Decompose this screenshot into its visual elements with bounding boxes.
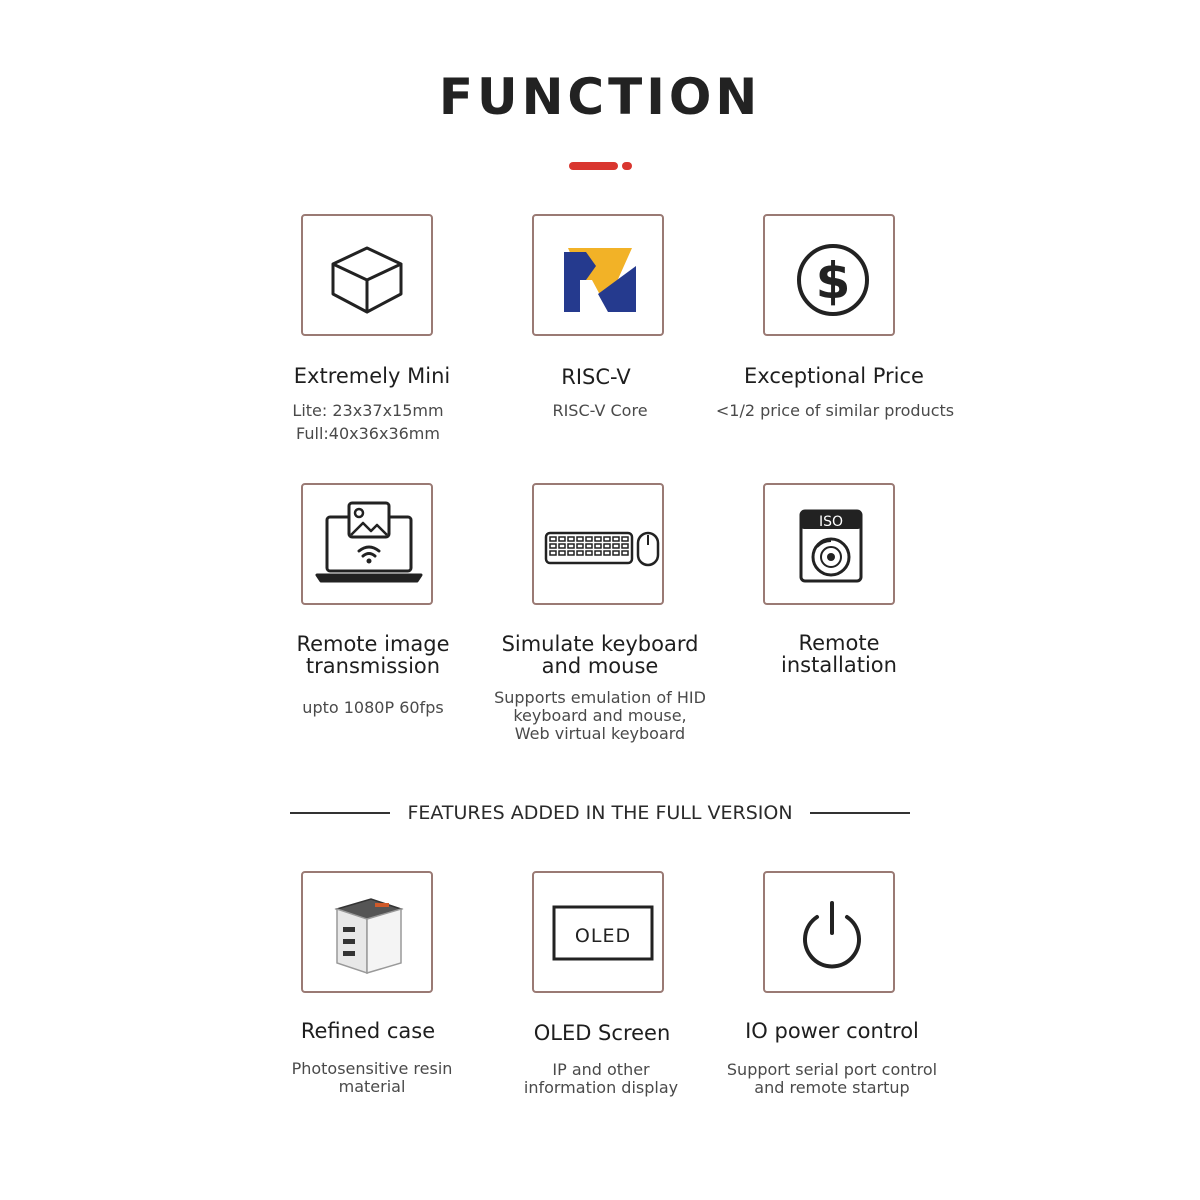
full-version-section-header: [290, 800, 910, 826]
feature-tile-keyboard: [532, 483, 664, 605]
feature-tile-case: [301, 871, 433, 993]
feature-tile-oled: [532, 871, 664, 993]
power-icon: [765, 873, 893, 991]
feature-title-power: IO power control: [745, 1019, 919, 1043]
feature-title-price: Exceptional Price: [744, 364, 924, 388]
cube-icon: [303, 216, 431, 334]
risc-v-logo-icon: [534, 216, 662, 334]
feature-title-mini: Extremely Mini: [293, 364, 451, 388]
page-title: FUNCTION: [438, 68, 762, 126]
feature-title-case: Refined case: [300, 1019, 436, 1043]
feature-desc-riscv: RISC-V Core: [552, 401, 648, 420]
feature-desc-oled: IP and other information display: [523, 1060, 679, 1097]
feature-desc-price: <1/2 price of similar products: [715, 401, 955, 420]
oled-screen-icon: [534, 873, 662, 991]
section-title: FEATURES ADDED IN THE FULL VERSION: [407, 802, 793, 824]
feature-title-install: Remote installation: [781, 631, 897, 677]
section-rule-right: [810, 812, 910, 814]
feature-title-keyboard: Simulate keyboard and mouse: [501, 632, 699, 678]
device-case-icon: [303, 873, 431, 991]
feature-tile-image: [301, 483, 433, 605]
keyboard-mouse-icon: [534, 485, 662, 603]
feature-title-image: Remote image transmission: [296, 632, 450, 678]
feature-tile-mini: [301, 214, 433, 336]
feature-tile-install: [763, 483, 895, 605]
section-rule-left: [290, 812, 390, 814]
feature-tile-price: [763, 214, 895, 336]
accent-dot: [622, 162, 632, 170]
feature-desc-mini: Lite: 23x37x15mm Full:40x36x36mm: [292, 401, 444, 443]
oled-label: OLED: [574, 925, 632, 947]
feature-desc-power: Support serial port control and remote startup: [726, 1060, 938, 1097]
accent-bar: [569, 162, 618, 170]
dollar-icon: [765, 216, 893, 334]
feature-title-oled: OLED Screen: [533, 1021, 671, 1045]
feature-title-riscv: RISC-V: [561, 365, 631, 389]
svg-text:$: $: [815, 252, 851, 310]
feature-tile-riscv: [532, 214, 664, 336]
feature-tile-power: [763, 871, 895, 993]
feature-desc-case: Photosensitive resin material: [291, 1059, 453, 1096]
title-accent: [569, 162, 632, 170]
iso-label: ISO: [818, 514, 844, 530]
feature-desc-image: upto 1080P 60fps: [302, 698, 444, 717]
iso-disc-icon: [765, 485, 893, 603]
feature-desc-keyboard: Supports emulation of HID keyboard and mouse, Web virtual keyboard: [494, 688, 706, 743]
laptop-image-wifi-icon: [303, 485, 431, 603]
